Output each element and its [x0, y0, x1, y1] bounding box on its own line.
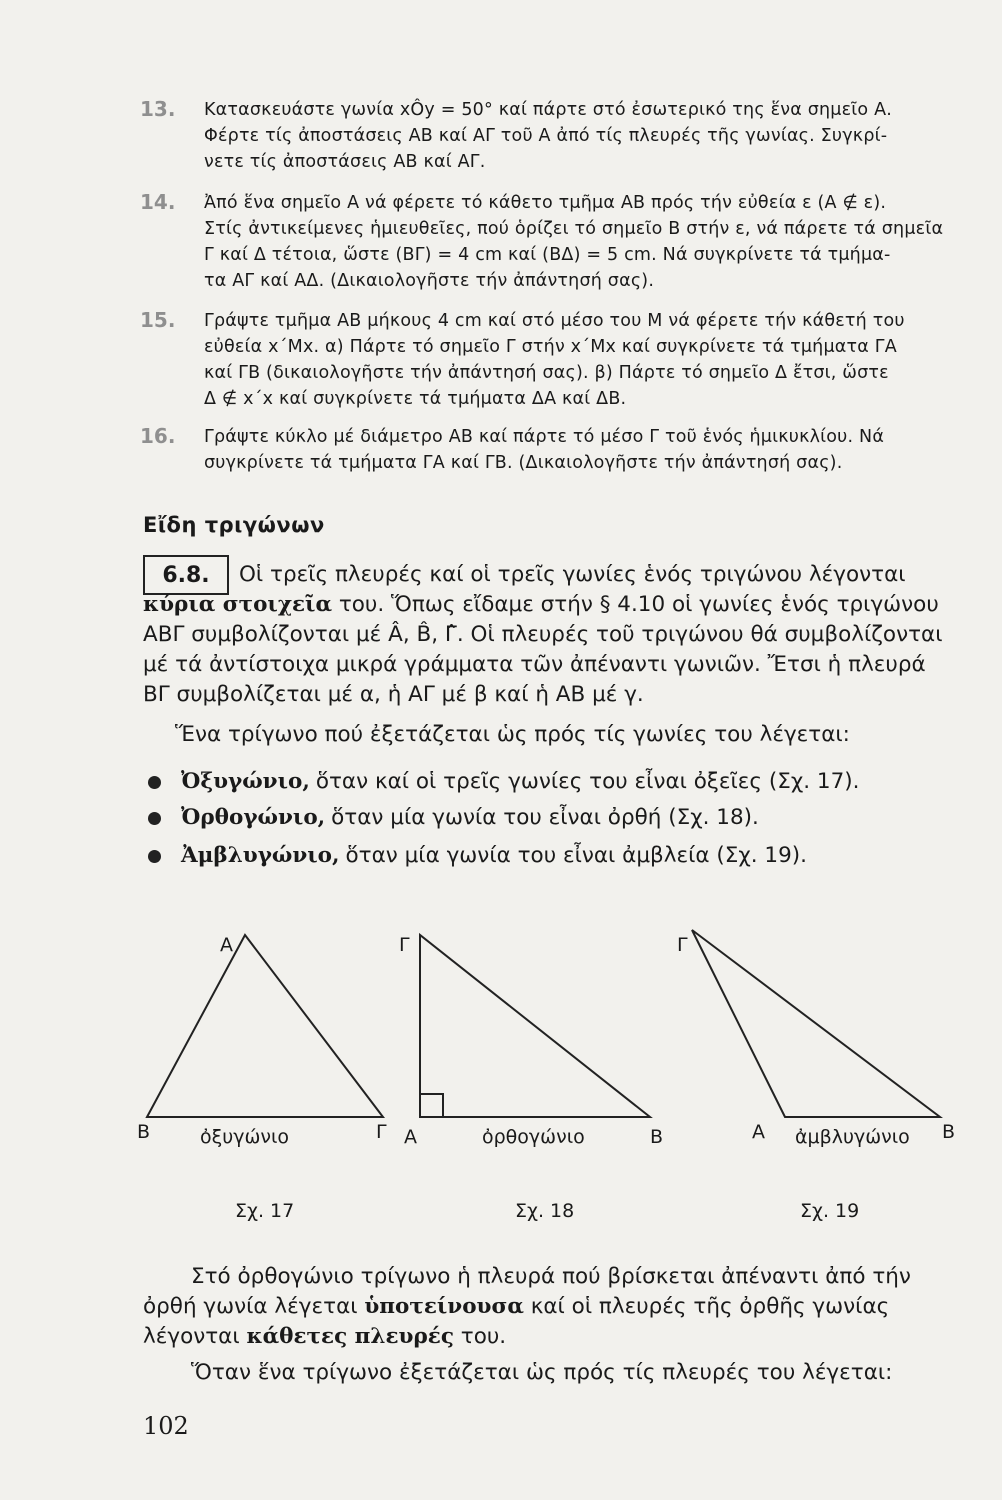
- fig17-vertex-top: Α: [220, 934, 233, 956]
- triangle-figures: [0, 920, 1002, 1130]
- bullet-acute: Ὀξυγώνιο, ὅταν καί οἱ τρεῖς γωνίες του εἶναι ὀξεῖες (Σχ. 17).: [148, 768, 958, 796]
- fig17-name: ὀξυγώνιο: [200, 1126, 290, 1148]
- term-main-elements: κύρια στοιχεῖα: [143, 592, 332, 617]
- fig18-vertex-right: Β: [650, 1126, 664, 1148]
- bullet-right: Ὀρθογώνιο, ὅταν μία γωνία του εἶναι ὀρθή (Σχ. 18).: [148, 804, 958, 832]
- fig19-vertex-top: Γ: [677, 934, 688, 956]
- exercise-number: 16.: [140, 424, 176, 448]
- exercise-16: [140, 424, 970, 476]
- bullet-icon: [148, 812, 161, 825]
- fig18-name: ὀρθογώνιο: [482, 1126, 585, 1148]
- exercise-text: Ἀπό ἕνα σημεῖο Α νά φέρετε τό κάθετο τμῆμα ΑΒ πρός τήν εὐθεία ε (Α ∉ ε). Στίς ἀντικείμενες ἡμιευθεῖες, πού ὁρίζει τό σημεῖο Β στήν ε, νά πάρετε τά σημεῖα Γ καί Δ τέτοια, ὥστε (ΒΓ) = 4 cm καί (ΒΔ) = 5 cm. Νά συγκρίνετε τά τμήμα- τα ΑΓ καί ΑΔ. (Δικαιολογῆστε τήν ἀπάντησή σας).: [204, 193, 944, 291]
- fig18-vertex-top: Γ: [399, 934, 410, 956]
- hypotenuse-paragraph: Στό ὀρθογώνιο τρίγωνο ἡ πλευρά πού βρίσκεται ἀπέναντι ἀπό τήν ὀρθή γωνία λέγεται ὑποτείνουσα καί οἱ πλευρές τῆς ὀρθῆς γωνίας λέγονται κάθετες πλευρές του.: [143, 1264, 911, 1349]
- fig19-name: ἀμβλυγώνιο: [795, 1126, 910, 1148]
- exercise-14: [140, 190, 970, 294]
- term-hypotenuse: ὑποτείνουσα: [364, 1294, 524, 1319]
- bullet-icon: [148, 776, 161, 789]
- right-triangle: [420, 935, 650, 1117]
- fig19-vertex-right: Β: [942, 1121, 956, 1143]
- exercise-number: 13.: [140, 97, 176, 121]
- page-number: 102: [143, 1412, 189, 1440]
- exercise-13: [140, 97, 970, 175]
- fig18-vertex-left: Α: [404, 1126, 417, 1148]
- term-legs: κάθετες πλευρές: [246, 1324, 454, 1349]
- exercise-text: Κατασκευάστε γωνία xÔy = 50° καί πάρτε στό ἐσωτερικό της ἕνα σημεῖο Α. Φέρτε τίς ἀποστάσεις ΑΒ καί ΑΓ τοῦ Α ἀπό τίς πλευρές τῆς γωνίας. Συγκρί- νετε τίς ἀποστάσεις ΑΒ καί ΑΓ.: [204, 100, 892, 172]
- exercise-text: Γράψτε κύκλο μέ διάμετρο ΑΒ καί πάρτε τό μέσο Γ τοῦ ἑνός ἡμικυκλίου. Νά συγκρίνετε τά τμήματα ΓΑ καί ΓΒ. (Δικαιολογῆστε τήν ἀπάντησή σας).: [204, 427, 885, 473]
- right-angle-mark: [420, 1094, 443, 1117]
- obtuse-triangle: [692, 930, 940, 1117]
- fig17-vertex-left: Β: [137, 1121, 151, 1143]
- fig19-vertex-left: Α: [752, 1121, 765, 1143]
- section-number: 6.8.: [143, 555, 229, 595]
- exercise-number: 15.: [140, 308, 176, 332]
- bullet-obtuse: Ἀμβλυγώνιο, ὅταν μία γωνία του εἶναι ἀμβλεία (Σχ. 19).: [148, 842, 958, 870]
- section-heading: Εἴδη τριγώνων: [143, 513, 325, 537]
- exercise-15: [140, 308, 970, 412]
- acute-triangle: [147, 935, 383, 1117]
- fig18-caption: Σχ. 18: [515, 1200, 575, 1222]
- section-paragraph: Οἱ τρεῖς πλευρές καί οἱ τρεῖς γωνίες ἑνός τριγώνου λέγονται κύρια στοιχεῖα του. Ὅπως εἴδαμε στήν § 4.10 οἱ γωνίες ἑνός τριγώνου ΑΒΓ συμβολίζονται μέ Â, B̂, Γ̂. Οἱ πλευρές τοῦ τριγώνου θά συμβολίζονται μέ τά ἀντίστοιχα μικρά γράμματα τῶν ἀπέναντι γωνιῶν. Ἔτσι ἡ πλευρά ΒΓ συμβολίζεται μέ α, ἡ ΑΓ μέ β καί ἡ ΑΒ μέ γ.: [143, 562, 943, 707]
- bullet-icon: [148, 850, 161, 863]
- fig17-caption: Σχ. 17: [235, 1200, 295, 1222]
- fig19-caption: Σχ. 19: [800, 1200, 860, 1222]
- section-paragraph-2: Ἕνα τρίγωνο πού ἐξετάζεται ὡς πρός τίς γωνίες του λέγεται:: [175, 722, 850, 747]
- sides-paragraph: Ὅταν ἕνα τρίγωνο ἐξετάζεται ὡς πρός τίς πλευρές του λέγεται:: [191, 1360, 893, 1385]
- fig17-vertex-right: Γ: [376, 1121, 387, 1143]
- exercise-number: 14.: [140, 190, 176, 214]
- exercise-text: Γράψτε τμῆμα ΑΒ μήκους 4 cm καί στό μέσο του Μ νά φέρετε τήν κάθετή του εὐθεία x΄Μx. α) Πάρτε τό σημεῖο Γ στήν x΄Μx καί συγκρίνετε τά τμήματα ΓΑ καί ΓΒ (δικαιολογῆστε τήν ἀπάντησή σας). β) Πάρτε τό σημεῖο Δ ἔτσι, ὥστε Δ ∉ x΄x καί συγκρίνετε τά τμήματα ΔΑ καί ΔΒ.: [204, 311, 905, 409]
